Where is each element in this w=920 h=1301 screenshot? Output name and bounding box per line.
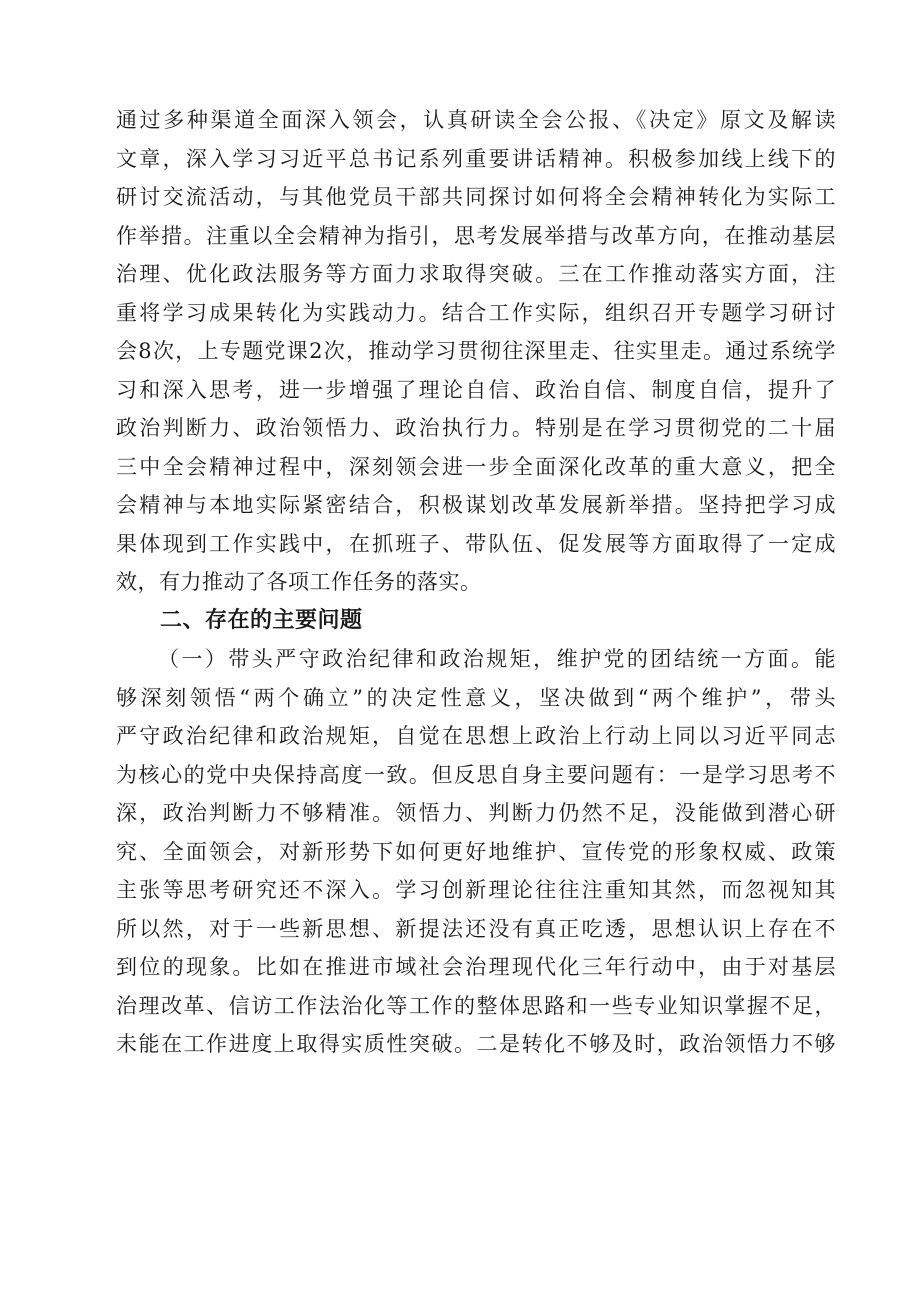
text-line: 果体现到工作实践中，在抓班子、带队伍、促发展等方面取得了一定成 [116, 531, 836, 556]
text-line: 文章，深入学习习近平总书记系列重要讲话精神。积极参加线上线下的 [116, 146, 836, 171]
text-line: 严守政治纪律和政治规矩，自觉在思想上政治上行动上同以习近平同志 [116, 724, 836, 748]
text-line: 政治判断力、政治领悟力、政治执行力。特别是在学习贯彻党的二十届 [116, 416, 836, 440]
text-line: 通过多种渠道全面深入领会，认真研读全会公报、《决定》原文及解读 [116, 108, 836, 132]
text-line: 够深刻领悟“两个确立”的决定性意义，坚决做到“两个维护”，带头 [116, 685, 836, 710]
text-line: 深，政治判断力不够精准。领悟力、判断力仍然不足，没能做到潜心研 [116, 801, 836, 825]
paragraph-achievements [116, 101, 836, 602]
text-line: 重将学习成果转化为实践动力。结合工作实际，组织召开专题学习研讨 [116, 300, 836, 325]
text-line: 未能在工作进度上取得实质性突破。二是转化不够及时，政治领悟力不够 [116, 1032, 836, 1056]
text-line: 到位的现象。比如在推进市域社会治理现代化三年行动中，由于对基层 [116, 955, 836, 979]
text-line: 主张等思考研究还不深入。学习创新理论往往注重知其然，而忽视知其 [116, 878, 836, 902]
section-heading: 二、存在的主要问题 [160, 607, 363, 633]
text-line: 研讨交流活动，与其他党员干部共同探讨如何将全会精神转化为实际工 [116, 185, 836, 209]
text-line: 为核心的党中央保持高度一致。但反思自身主要问题有：一是学习思考不 [116, 762, 836, 787]
document-body [116, 101, 836, 1064]
text-line: （一）带头严守政治纪律和政治规矩，维护党的团结统一方面。能 [158, 647, 836, 671]
paragraph-problems [116, 640, 836, 1064]
text-line: 会精神与本地实际紧密结合，积极谋划改革发展新举措。坚持把学习成 [116, 493, 836, 517]
text-line: 效，有力推动了各项工作任务的落实。 [116, 570, 482, 594]
text-line: 作举措。注重以全会精神为指引，思考发展举措与改革方向，在推动基层 [116, 223, 836, 248]
text-line: 治理改革、信访工作法治化等工作的整体思路和一些专业知识掌握不足， [116, 993, 836, 1018]
text-line: 习和深入思考，进一步增强了理论自信、政治自信、制度自信，提升了 [116, 377, 836, 402]
text-line: 所以然，对于一些新思想、新提法还没有真正吃透，思想认识上存在不 [116, 916, 836, 941]
text-line: 三中全会精神过程中，深刻领会进一步全面深化改革的重大意义，把全 [116, 454, 836, 479]
text-line: 究、全面领会，对新形势下如何更好地维护、宣传党的形象权威、政策 [116, 839, 836, 864]
text-line: 会8次，上专题党课2次，推动学习贯彻往深里走、往实里走。通过系统学 [116, 339, 836, 363]
text-line: 治理、优化政法服务等方面力求取得突破。三在工作推动落实方面，注 [116, 262, 836, 286]
